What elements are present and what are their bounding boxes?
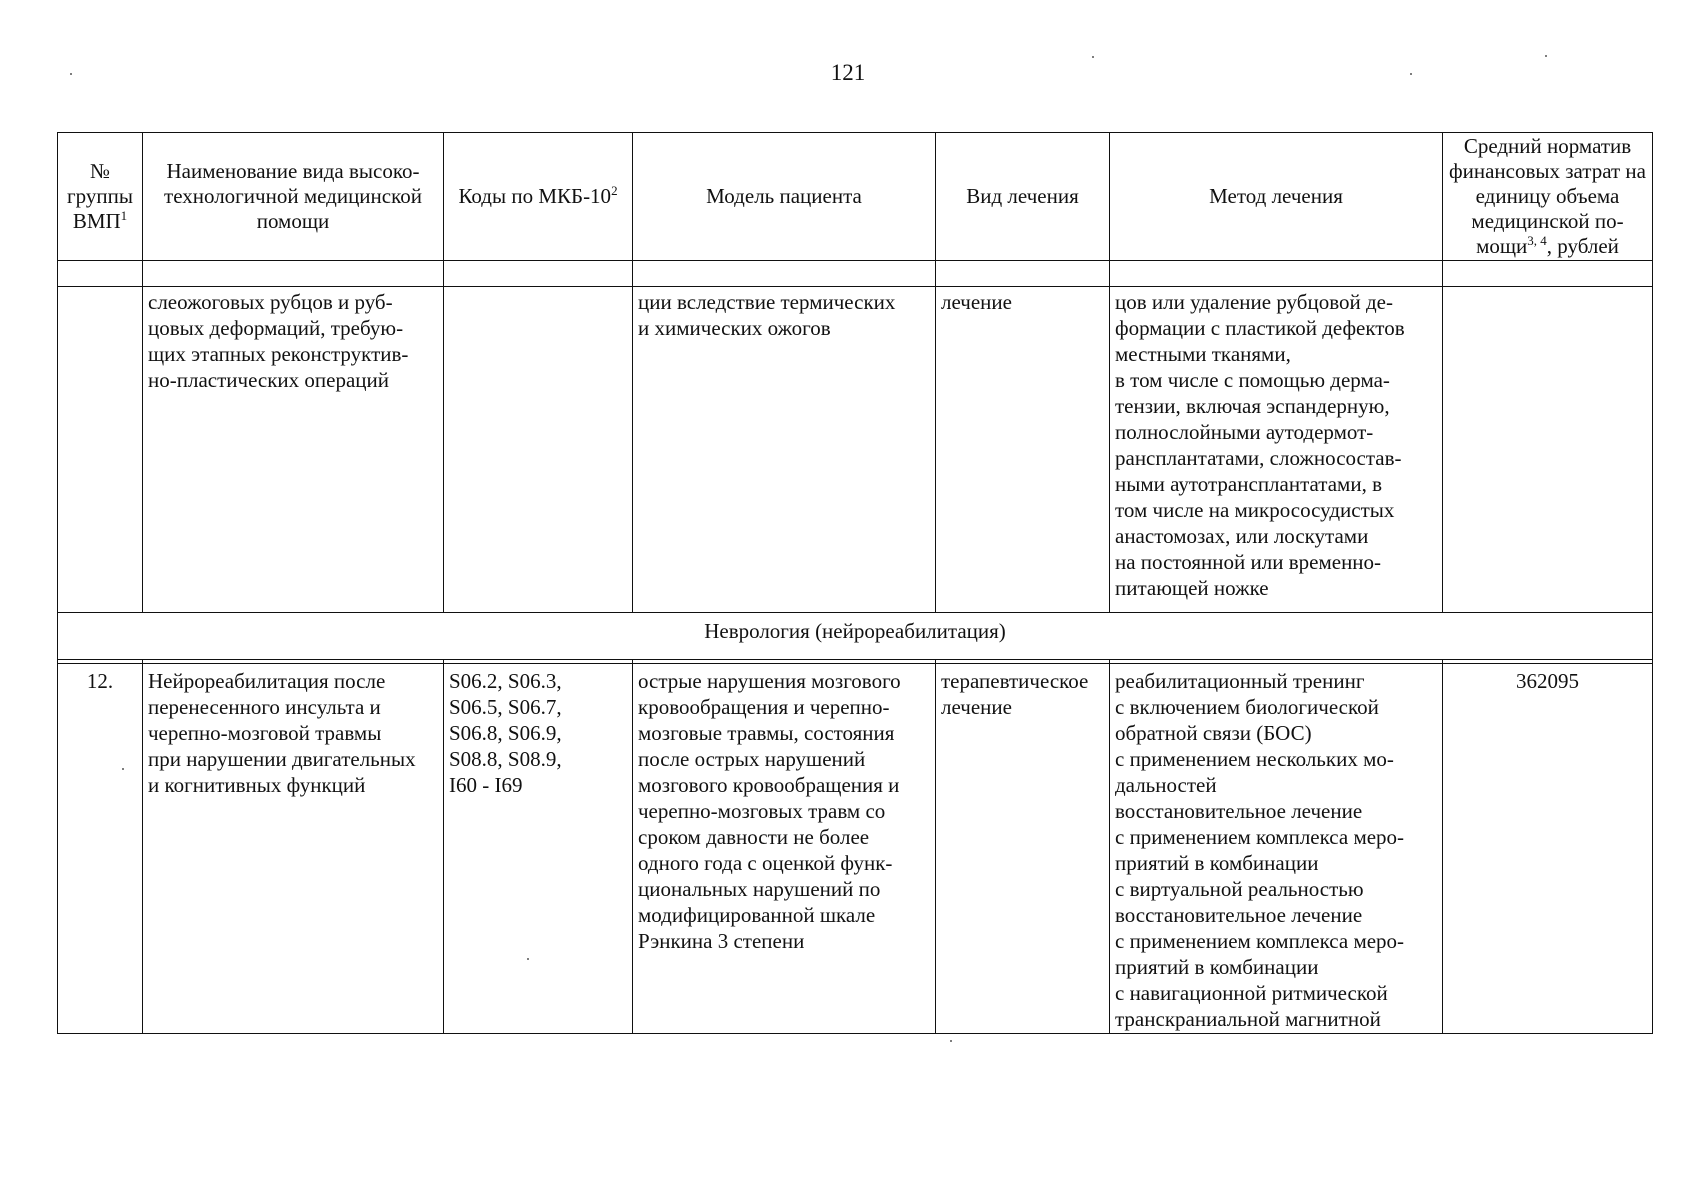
text-line: дальностей	[1115, 773, 1217, 797]
cell-codes	[444, 664, 633, 1034]
text-line: с включением биологической	[1115, 695, 1379, 719]
text-line: анастомозах, или лоскутами	[1115, 524, 1369, 548]
vmp-table	[57, 132, 1653, 1034]
text-line: но-пластических операций	[148, 368, 390, 392]
text-line: с навигационной ритмической	[1115, 981, 1388, 1005]
header-patient-model: Модель пациента	[633, 133, 936, 261]
text-line: терапевтическое	[941, 669, 1089, 693]
text-line: формации с пластикой дефектов	[1115, 316, 1405, 340]
text-line: восстановительное лечение	[1115, 799, 1363, 823]
cell-codes	[444, 287, 633, 613]
text-line: S06.5, S06.7,	[449, 695, 562, 719]
cell-patient-model	[633, 287, 936, 613]
section-title: Неврология (нейрореабилитация)	[58, 613, 1653, 660]
header-treatment-type: Вид лечения	[936, 133, 1110, 261]
text-line: и химических ожогов	[638, 316, 831, 340]
text-line: с применением комплекса меро-	[1115, 929, 1405, 953]
cell-treatment-method	[1110, 664, 1443, 1034]
table-row-continuation	[58, 287, 1653, 613]
text-line: том числе на микрососудистых	[1115, 498, 1395, 522]
header-codes: Коды по МКБ-$10^2$	[444, 133, 633, 261]
text-line: в том числе с помощью дерма-	[1115, 368, 1390, 392]
spacer-cell	[143, 261, 444, 287]
text-line: питающей ножке	[1115, 576, 1269, 600]
text-line: и когнитивных функций	[148, 773, 366, 797]
text-line: транскраниальной магнитной	[1115, 1007, 1381, 1031]
text-line: острые нарушения мозгового	[638, 669, 901, 693]
spacer-cell	[633, 261, 936, 287]
text-line: одного года с оценкой функ-	[638, 851, 893, 875]
text-line: тензии, включая эспандерную,	[1115, 394, 1390, 418]
text-line: лечение	[941, 695, 1012, 719]
cell-treatment-type	[936, 664, 1110, 1034]
spacer-cell	[1443, 261, 1653, 287]
text-line: сроком давности не более	[638, 825, 870, 849]
text-line: черепно-мозговых травм со	[638, 799, 886, 823]
text-line: S06.2, S06.3,	[449, 669, 562, 693]
table-row-12	[58, 664, 1653, 1034]
text-line: приятий в комбинации	[1115, 851, 1319, 875]
text-line: слеожоговых рубцов и руб-	[148, 290, 393, 314]
spacer-cell	[444, 261, 633, 287]
text-line: местными тканями,	[1115, 342, 1291, 366]
text-line: лечение	[941, 290, 1012, 314]
text-line: кровообращения и черепно-	[638, 695, 890, 719]
header-row	[58, 133, 1653, 261]
text-line: перенесенного инсульта и	[148, 695, 381, 719]
spacer-cell	[1110, 261, 1443, 287]
text-line: реабилитационный тренинг	[1115, 669, 1365, 693]
text-line: обратной связи (БОС)	[1115, 721, 1312, 745]
cell-group-no	[58, 287, 143, 613]
text-line: при нарушении двигательных	[148, 747, 416, 771]
text-line: циональных нарушений по	[638, 877, 881, 901]
text-line: мозгового кровообращения и	[638, 773, 900, 797]
text-line: ции вследствие термических	[638, 290, 896, 314]
text-line: I60 - I69	[449, 773, 523, 797]
text-line: с виртуальной реальностью	[1115, 877, 1364, 901]
text-line: Рэнкина 3 степени	[638, 929, 805, 953]
header-group-no: № группы ВМП$^1$	[58, 133, 143, 261]
cell-patient-model	[633, 664, 936, 1034]
page-number: 121	[830, 60, 866, 85]
header-treatment-method: Метод лечения	[1110, 133, 1443, 261]
text-line: ными аутотрансплантатами, в	[1115, 472, 1383, 496]
scan-speck	[1092, 56, 1094, 58]
scan-speck	[950, 1040, 952, 1042]
section-row	[58, 613, 1653, 660]
text-line: модифицированной шкале	[638, 903, 876, 927]
text-line: на постоянной или временно-	[1115, 550, 1382, 574]
cell-name	[143, 287, 444, 613]
spacer-cell	[936, 261, 1110, 287]
text-line: с применением комплекса меро-	[1115, 825, 1405, 849]
text-line: S06.8, S06.9,	[449, 721, 562, 745]
spacer-cell	[58, 261, 143, 287]
text-line: Нейрореабилитация после	[148, 669, 386, 693]
text-line: с применением нескольких мо-	[1115, 747, 1394, 771]
text-line: черепно-мозговой травмы	[148, 721, 382, 745]
text-line: полнослойными аутодермот-	[1115, 420, 1374, 444]
text-line: рансплантатами, сложносостав-	[1115, 446, 1402, 470]
cell-cost	[1443, 287, 1653, 613]
cell-treatment-method	[1110, 287, 1443, 613]
text-line: щих этапных реконструктив-	[148, 342, 409, 366]
text-line: мозговые травмы, состояния	[638, 721, 895, 745]
cell-name	[143, 664, 444, 1034]
header-cost: Средний норматив финансовых затрат на единицу объема медицинской по-мощи$^{3, 4}$, рублей	[1443, 133, 1653, 261]
text-line: цов или удаление рубцовой де-	[1115, 290, 1393, 314]
text-line: цовых деформаций, требую-	[148, 316, 404, 340]
text-line: восстановительное лечение	[1115, 903, 1363, 927]
scan-speck	[70, 73, 72, 75]
header-name: Наименование вида высоко-технологичной медицинской помощи	[143, 133, 444, 261]
text-line: S08.8, S08.9,	[449, 747, 562, 771]
cell-group-no: 12.	[58, 664, 143, 1034]
cell-treatment-type	[936, 287, 1110, 613]
scan-speck	[1545, 55, 1547, 57]
text-line: приятий в комбинации	[1115, 955, 1319, 979]
header-spacer-row	[58, 261, 1653, 287]
scan-speck	[1410, 73, 1412, 75]
text-line: после острых нарушений	[638, 747, 866, 771]
cell-cost: 362095	[1443, 664, 1653, 1034]
